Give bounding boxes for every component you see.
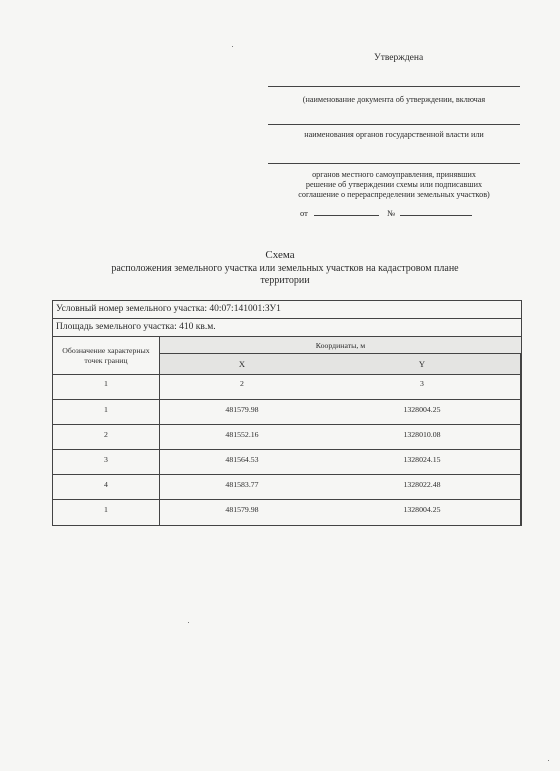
- y-coordinate: 1328004.25: [324, 500, 521, 525]
- date-prefix: от: [300, 208, 308, 218]
- approval-caption-1: (наименование документа об утверждении, включая: [302, 95, 486, 104]
- x-coordinate: 481564.53: [160, 450, 324, 475]
- approval-caption-4: решение об утверждении схемы или подписавших: [305, 180, 483, 189]
- x-coordinate: 481579.98: [225, 505, 259, 514]
- approval-caption-3: органов местного самоуправления, принявших: [312, 170, 476, 179]
- y-coordinate: 1328022.48: [324, 475, 521, 500]
- coordinates-header: Координаты, м: [160, 337, 521, 354]
- approval-caption-5: соглашение о перераспределении земельных участков): [298, 190, 490, 199]
- date-number-row: [300, 207, 500, 218]
- schema-subtitle: расположения земельного участка или земельных участков на кадастровом плане территории: [111, 263, 459, 286]
- coordinates-table: [52, 300, 522, 526]
- schema-title: Схема: [265, 249, 295, 261]
- signature-line-2: [268, 124, 520, 125]
- y-coordinate: 1328004.25: [324, 400, 521, 425]
- parcel-area: Площадь земельного участка: 410 кв.м.: [53, 319, 521, 337]
- y-coordinate: 1328024.15: [324, 450, 521, 475]
- point-id: 2: [53, 425, 160, 450]
- date-blank: [314, 207, 379, 216]
- column-number: 3: [324, 375, 521, 400]
- signature-line-3: [268, 163, 520, 164]
- approval-caption-2: наименования органов государственной власти или: [304, 130, 484, 139]
- parcel-number: Условный номер земельного участка: 40:07:141001:ЗУ1: [53, 301, 521, 319]
- approval-title: Утверждена: [374, 53, 424, 63]
- point-id: 1: [53, 400, 160, 425]
- points-column-header: Обозначение характерных точек границ: [53, 337, 160, 375]
- signature-line-1: [268, 86, 520, 87]
- point-id: 1: [53, 500, 160, 525]
- x-column-header: X: [160, 354, 324, 375]
- number-blank: [400, 207, 472, 216]
- y-coordinate: 1328010.08: [324, 425, 521, 450]
- x-coordinate: 481583.77: [160, 475, 324, 500]
- number-prefix: №: [387, 208, 396, 218]
- scan-speck: [548, 760, 549, 761]
- point-id: 3: [53, 450, 160, 475]
- scan-speck: [232, 46, 233, 47]
- point-id: 4: [53, 475, 160, 500]
- column-number: 2: [160, 375, 324, 400]
- x-coordinate: 481579.98: [160, 400, 324, 425]
- x-coordinate: 481552.16: [160, 425, 324, 450]
- y-column-header: Y: [324, 354, 521, 375]
- scan-speck: [188, 622, 189, 623]
- coordinates-grid: [53, 337, 521, 525]
- column-number: 1: [53, 375, 160, 400]
